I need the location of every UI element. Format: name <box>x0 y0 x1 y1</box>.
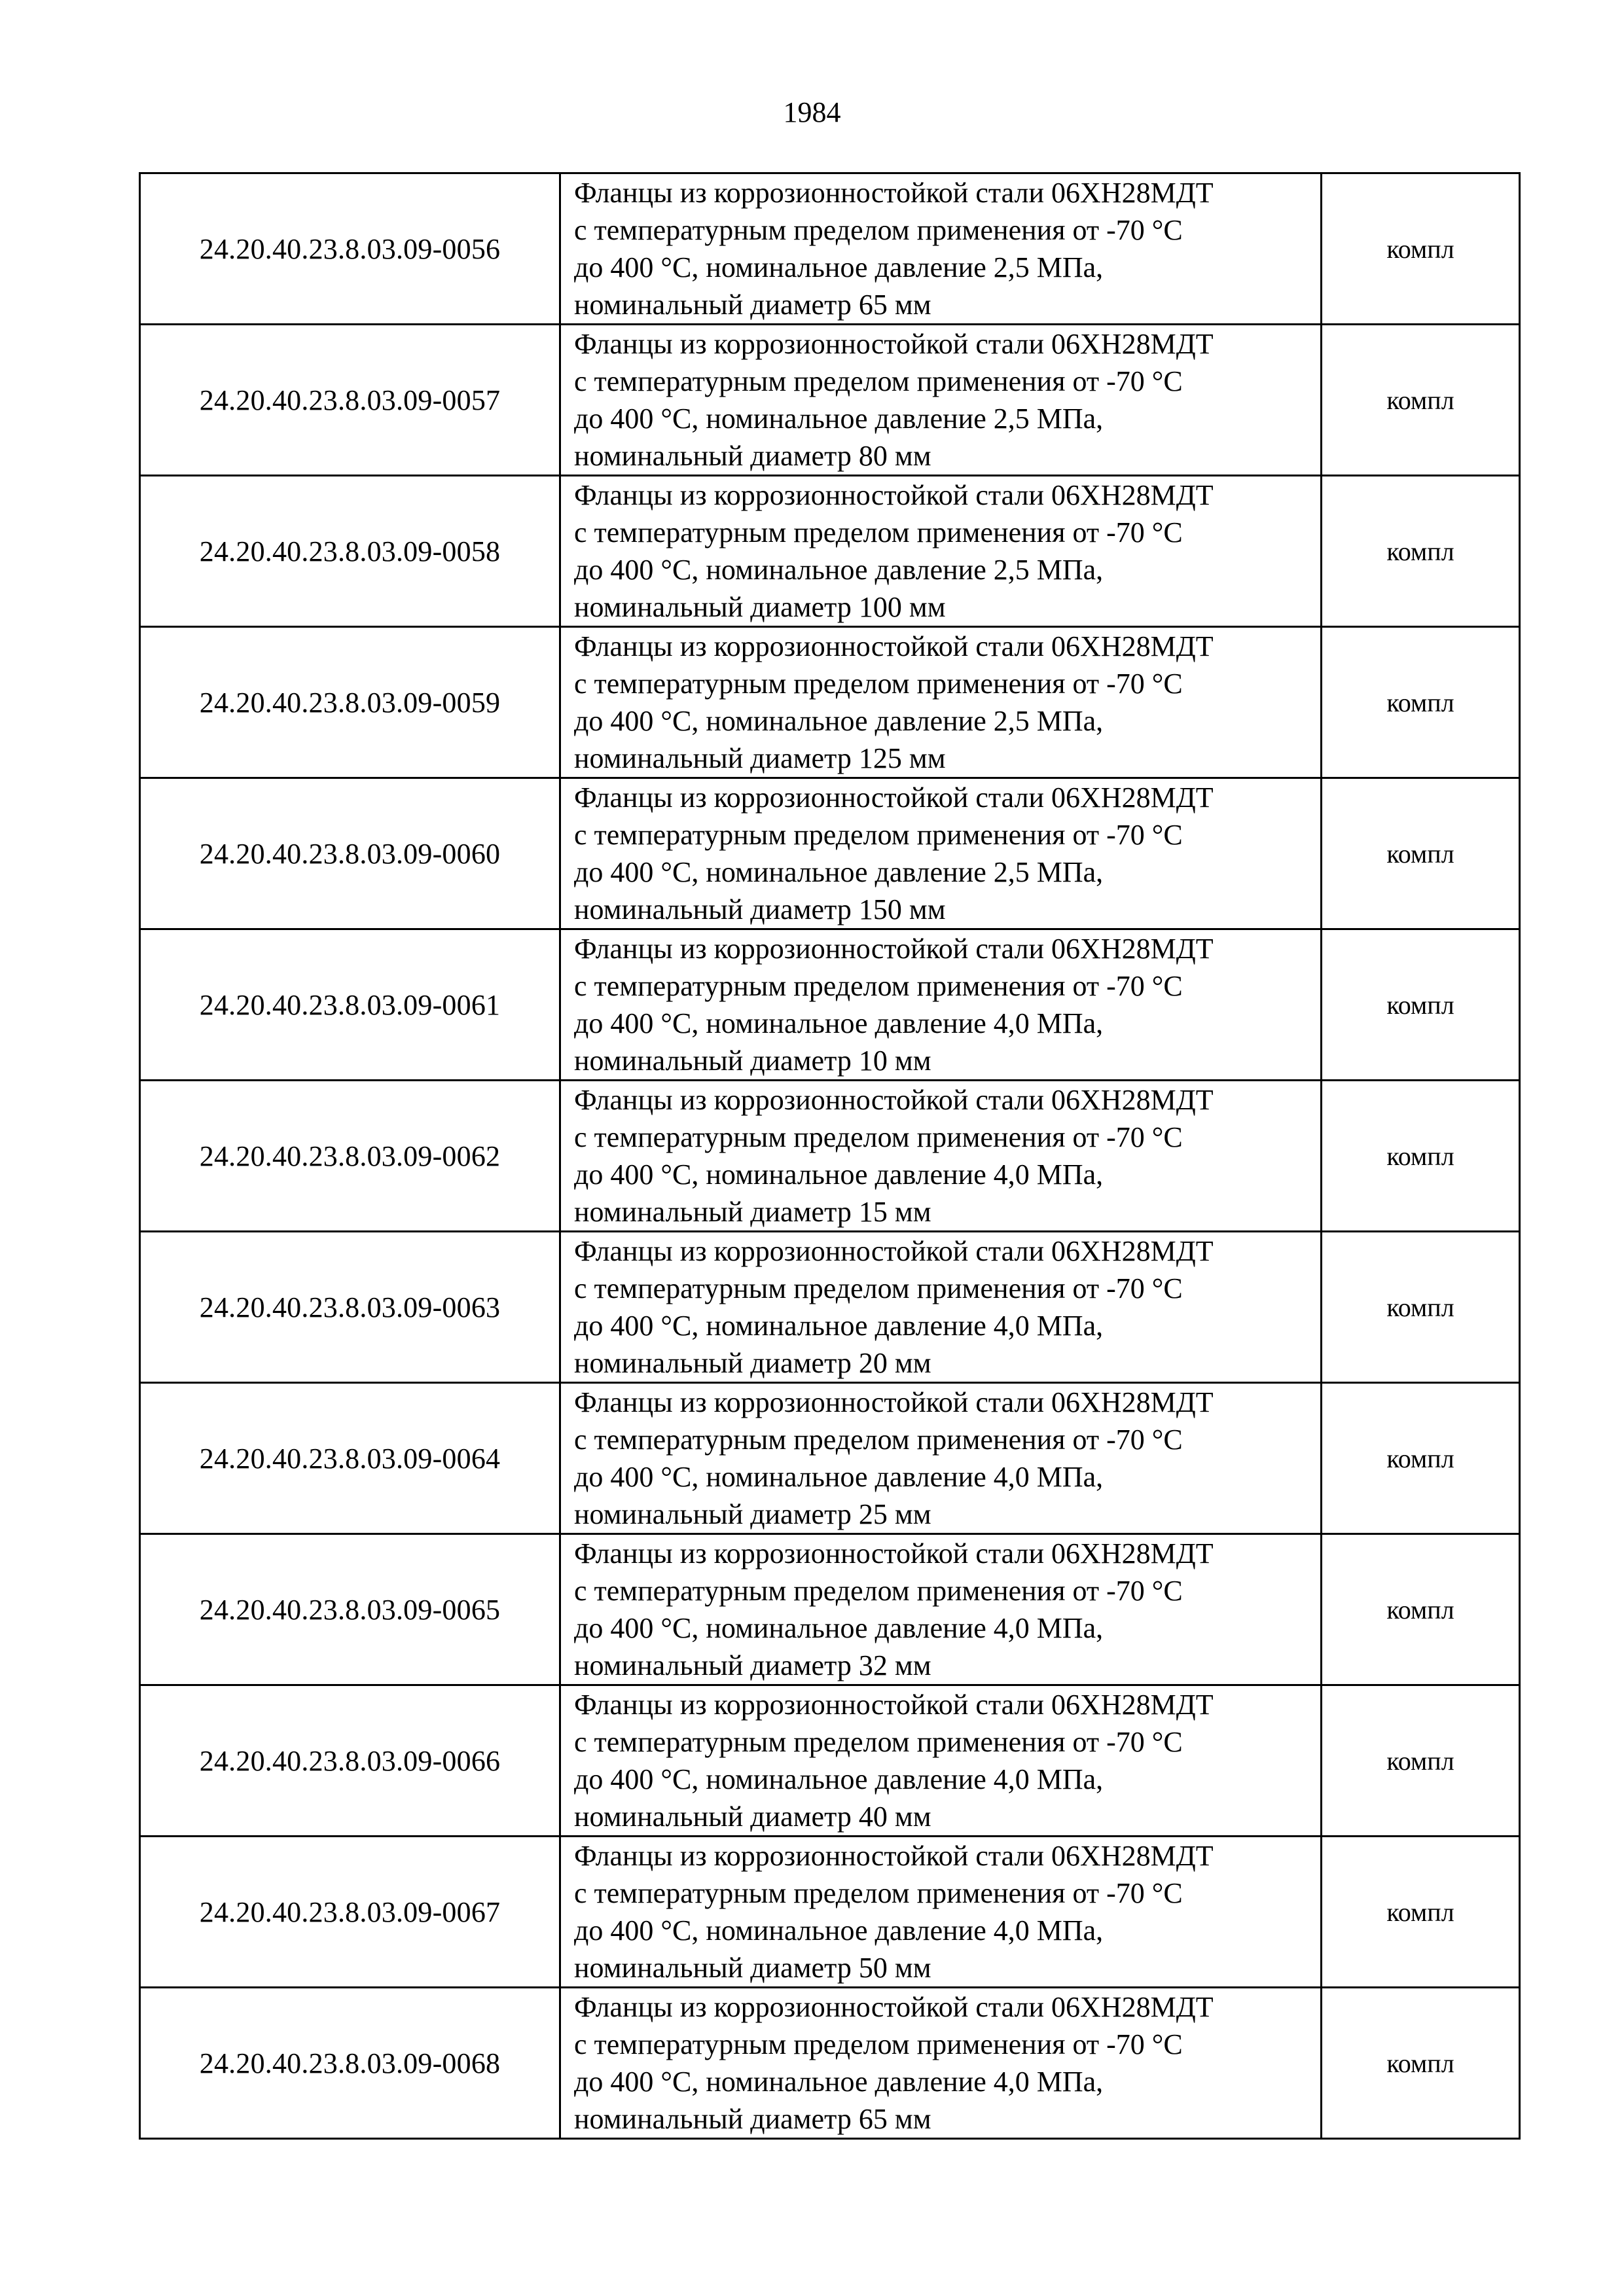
table-row <box>140 476 1520 627</box>
description-line: номинальный диаметр 50 мм <box>574 1952 931 1984</box>
description-line: Фланцы из коррозионностойкой стали 06ХН28МДТ <box>574 1084 1214 1116</box>
table-row <box>140 1837 1520 1988</box>
item-code: 24.20.40.23.8.03.09-0057 <box>140 325 560 476</box>
item-unit: компл <box>1322 173 1520 325</box>
description-line: до 400 °С, номинальное давление 4,0 МПа, <box>574 1158 1104 1191</box>
item-code: 24.20.40.23.8.03.09-0065 <box>140 1534 560 1685</box>
description-line: с температурным пределом применения от -70 °С <box>574 1272 1183 1304</box>
description-line: номинальный диаметр 65 мм <box>574 289 931 321</box>
item-code: 24.20.40.23.8.03.09-0063 <box>140 1232 560 1383</box>
table-row <box>140 1988 1520 2139</box>
item-code: 24.20.40.23.8.03.09-0059 <box>140 627 560 778</box>
description-line: номинальный диаметр 25 мм <box>574 1498 931 1530</box>
description-line: Фланцы из коррозионностойкой стали 06ХН28МДТ <box>574 630 1214 662</box>
description-line: номинальный диаметр 32 мм <box>574 1649 931 1681</box>
description-line: Фланцы из коррозионностойкой стали 06ХН28МДТ <box>574 479 1214 511</box>
item-code: 24.20.40.23.8.03.09-0056 <box>140 173 560 325</box>
description-line: номинальный диаметр 100 мм <box>574 591 946 623</box>
item-unit: компл <box>1322 1837 1520 1988</box>
table-row <box>140 778 1520 929</box>
description-line: номинальный диаметр 15 мм <box>574 1196 931 1228</box>
table-row <box>140 1685 1520 1837</box>
item-code: 24.20.40.23.8.03.09-0067 <box>140 1837 560 1988</box>
description-line: номинальный диаметр 65 мм <box>574 2103 931 2135</box>
item-unit: компл <box>1322 1534 1520 1685</box>
table-row <box>140 1383 1520 1534</box>
item-code: 24.20.40.23.8.03.09-0060 <box>140 778 560 929</box>
item-unit: компл <box>1322 1988 1520 2139</box>
item-description <box>560 1081 1322 1232</box>
description-line: до 400 °С, номинальное давление 4,0 МПа, <box>574 1914 1104 1946</box>
description-line: Фланцы из коррозионностойкой стали 06ХН28МДТ <box>574 781 1214 814</box>
description-line: Фланцы из коррозионностойкой стали 06ХН28МДТ <box>574 1689 1214 1721</box>
description-line: с температурным пределом применения от -70 °С <box>574 365 1183 397</box>
description-line: с температурным пределом применения от -70 °С <box>574 1121 1183 1153</box>
description-line: Фланцы из коррозионностойкой стали 06ХН28МДТ <box>574 1537 1214 1570</box>
description-line: с температурным пределом применения от -70 °С <box>574 2028 1183 2060</box>
item-code: 24.20.40.23.8.03.09-0061 <box>140 929 560 1081</box>
item-description <box>560 1837 1322 1988</box>
description-line: Фланцы из коррозионностойкой стали 06ХН28МДТ <box>574 1840 1214 1872</box>
item-description <box>560 173 1322 325</box>
description-line: до 400 °С, номинальное давление 2,5 МПа, <box>574 705 1104 737</box>
item-code: 24.20.40.23.8.03.09-0066 <box>140 1685 560 1837</box>
item-description <box>560 929 1322 1081</box>
description-line: с температурным пределом применения от -70 °С <box>574 1726 1183 1758</box>
item-unit: компл <box>1322 778 1520 929</box>
table-row <box>140 1232 1520 1383</box>
description-line: с температурным пределом применения от -70 °С <box>574 970 1183 1002</box>
item-description <box>560 325 1322 476</box>
description-line: до 400 °С, номинальное давление 2,5 МПа, <box>574 856 1104 888</box>
item-code: 24.20.40.23.8.03.09-0068 <box>140 1988 560 2139</box>
description-line: номинальный диаметр 80 мм <box>574 440 931 472</box>
description-line: до 400 °С, номинальное давление 4,0 МПа, <box>574 1007 1104 1039</box>
item-code: 24.20.40.23.8.03.09-0062 <box>140 1081 560 1232</box>
item-description <box>560 1383 1322 1534</box>
item-code: 24.20.40.23.8.03.09-0058 <box>140 476 560 627</box>
description-line: до 400 °С, номинальное давление 4,0 МПа, <box>574 1310 1104 1342</box>
item-description <box>560 1232 1322 1383</box>
description-line: с температурным пределом применения от -70 °С <box>574 1424 1183 1456</box>
item-unit: компл <box>1322 627 1520 778</box>
item-unit: компл <box>1322 325 1520 476</box>
description-line: до 400 °С, номинальное давление 4,0 МПа, <box>574 1461 1104 1493</box>
description-line: Фланцы из коррозионностойкой стали 06ХН28МДТ <box>574 1991 1214 2023</box>
description-line: Фланцы из коррозионностойкой стали 06ХН28МДТ <box>574 328 1214 360</box>
description-line: номинальный диаметр 125 мм <box>574 742 946 774</box>
description-line: Фланцы из коррозионностойкой стали 06ХН28МДТ <box>574 177 1214 209</box>
item-code: 24.20.40.23.8.03.09-0064 <box>140 1383 560 1534</box>
table-row <box>140 325 1520 476</box>
page-number: 1984 <box>783 96 841 128</box>
item-description <box>560 1685 1322 1837</box>
description-line: номинальный диаметр 10 мм <box>574 1045 931 1077</box>
description-line: с температурным пределом применения от -70 °С <box>574 516 1183 548</box>
item-unit: компл <box>1322 1232 1520 1383</box>
description-line: до 400 °С, номинальное давление 2,5 МПа, <box>574 554 1104 586</box>
description-line: Фланцы из коррозионностойкой стали 06ХН28МДТ <box>574 1386 1214 1418</box>
item-description <box>560 778 1322 929</box>
description-line: с температурным пределом применения от -70 °С <box>574 214 1183 246</box>
item-description <box>560 1988 1322 2139</box>
description-line: до 400 °С, номинальное давление 2,5 МПа, <box>574 403 1104 435</box>
description-line: с температурным пределом применения от -70 °С <box>574 819 1183 851</box>
table-row <box>140 627 1520 778</box>
description-line: номинальный диаметр 20 мм <box>574 1347 931 1379</box>
description-line: с температурным пределом применения от -70 °С <box>574 1877 1183 1909</box>
item-unit: компл <box>1322 929 1520 1081</box>
item-description <box>560 627 1322 778</box>
item-description <box>560 476 1322 627</box>
table-row <box>140 1534 1520 1685</box>
items-table <box>139 172 1521 2140</box>
description-line: с температурным пределом применения от -70 °С <box>574 668 1183 700</box>
description-line: до 400 °С, номинальное давление 4,0 МПа, <box>574 1612 1104 1644</box>
item-unit: компл <box>1322 1081 1520 1232</box>
description-line: до 400 °С, номинальное давление 4,0 МПа, <box>574 1763 1104 1795</box>
item-unit: компл <box>1322 1383 1520 1534</box>
description-line: до 400 °С, номинальное давление 2,5 МПа, <box>574 251 1104 283</box>
description-line: до 400 °С, номинальное давление 4,0 МПа, <box>574 2066 1104 2098</box>
description-line: Фланцы из коррозионностойкой стали 06ХН28МДТ <box>574 1235 1214 1267</box>
description-line: номинальный диаметр 40 мм <box>574 1801 931 1833</box>
table-row <box>140 929 1520 1081</box>
table-row <box>140 173 1520 325</box>
description-line: с температурным пределом применения от -70 °С <box>574 1575 1183 1607</box>
item-unit: компл <box>1322 1685 1520 1837</box>
item-unit: компл <box>1322 476 1520 627</box>
description-line: номинальный диаметр 150 мм <box>574 893 946 925</box>
items-table-body <box>140 173 1520 2139</box>
item-description <box>560 1534 1322 1685</box>
table-row <box>140 1081 1520 1232</box>
description-line: Фланцы из коррозионностойкой стали 06ХН28МДТ <box>574 933 1214 965</box>
